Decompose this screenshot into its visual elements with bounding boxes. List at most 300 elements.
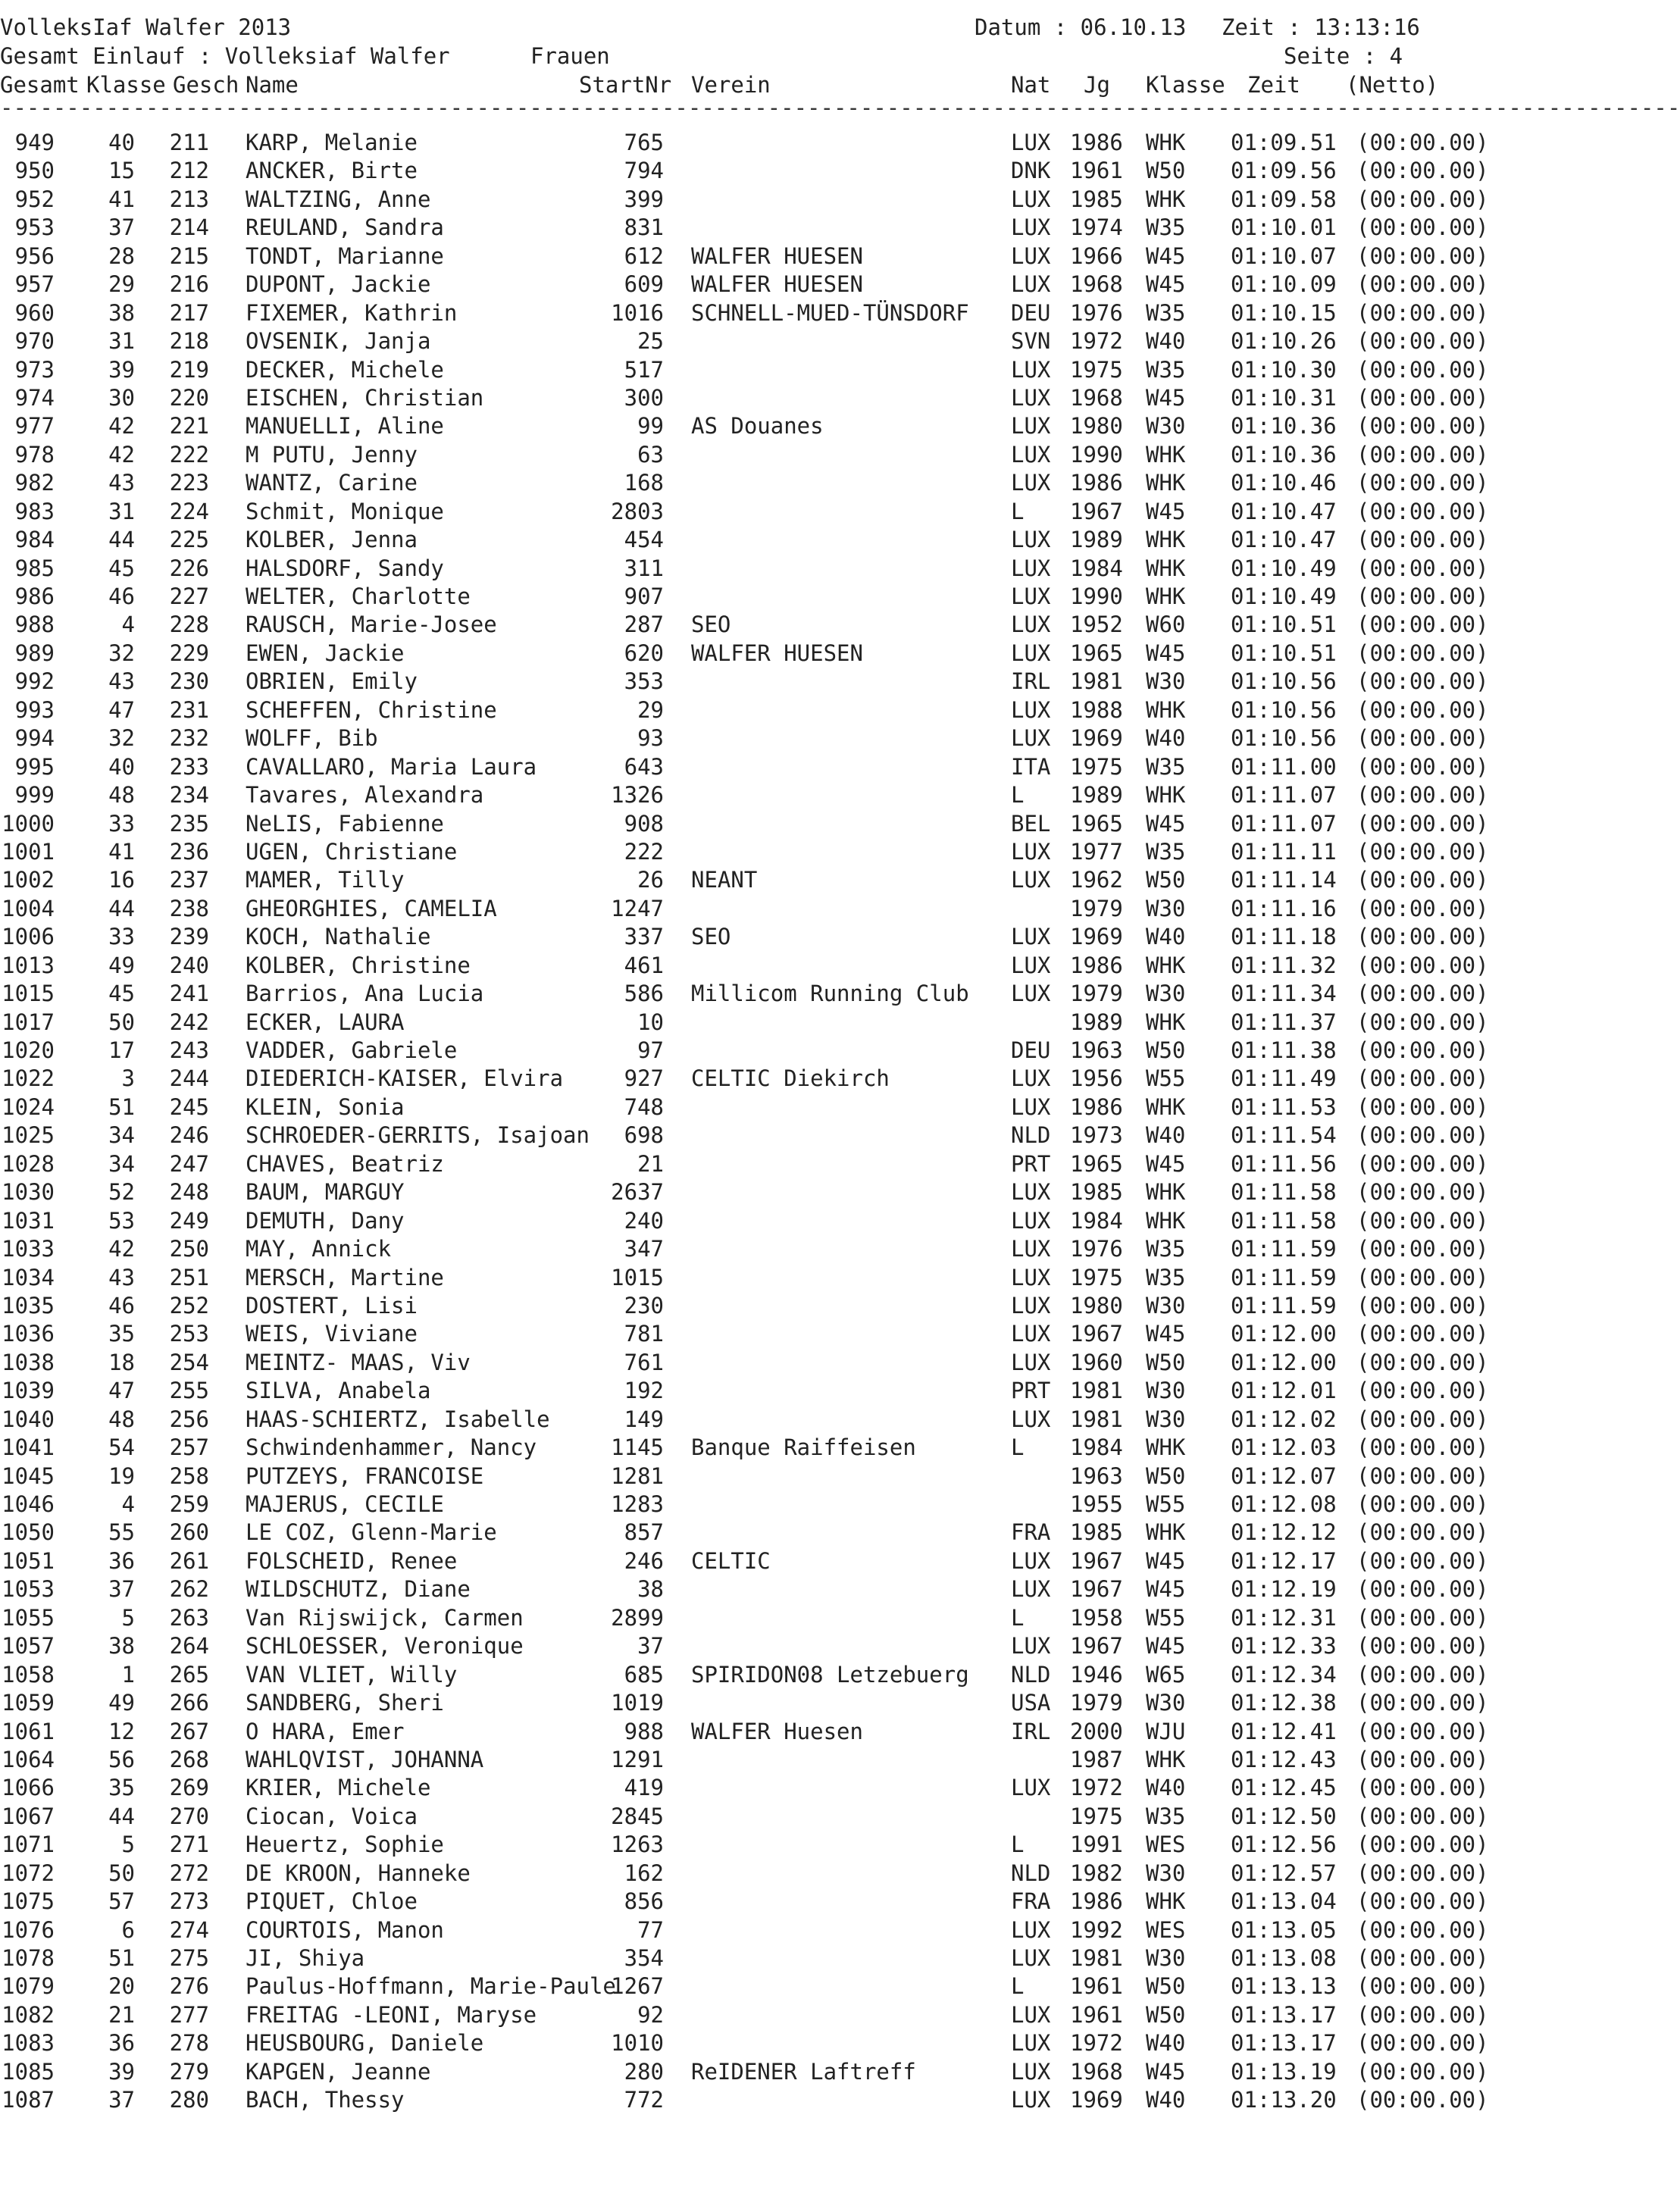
cell-klasse2: WHK	[1146, 1009, 1186, 1035]
cell-gesch: 219	[169, 356, 209, 383]
cell-verein: WALFER HUESEN	[691, 271, 863, 298]
cell-klasse2: W50	[1146, 1037, 1186, 1063]
cell-netto: (00:00.00)	[1356, 1860, 1489, 1886]
cell-gesamt: 1040	[2, 1406, 55, 1432]
cell-netto: (00:00.00)	[1356, 413, 1489, 440]
cell-startnr: 21	[637, 1150, 664, 1177]
cell-gesch: 237	[169, 867, 209, 893]
cell-klasse: 19	[108, 1462, 135, 1489]
cell-klasse: 50	[108, 1860, 135, 1886]
cell-verein: WALFER HUESEN	[691, 242, 863, 269]
cell-gesch: 249	[169, 1207, 209, 1234]
cell-jg: 1979	[1070, 981, 1123, 1007]
cell-jg: 1988	[1070, 696, 1123, 723]
table-row	[0, 1462, 1552, 1491]
cell-gesch: 252	[169, 1292, 209, 1319]
cell-zeit: 01:11.59	[1231, 1236, 1337, 1262]
cell-klasse: 45	[108, 981, 135, 1007]
cell-zeit: 01:13.04	[1231, 1888, 1337, 1915]
cell-name: PUTZEYS, FRANCOISE	[246, 1462, 484, 1489]
cell-nat: LUX	[1011, 130, 1051, 155]
cell-klasse2: WHK	[1146, 1746, 1186, 1772]
cell-gesamt: 957	[14, 271, 55, 298]
cell-klasse: 44	[108, 895, 135, 921]
cell-startnr: 1010	[611, 2030, 664, 2057]
cell-klasse2: W30	[1146, 668, 1186, 695]
cell-gesamt: 994	[14, 725, 55, 752]
page-number: Seite : 4	[1284, 43, 1403, 69]
cell-startnr: 311	[624, 555, 664, 581]
cell-name: WELTER, Charlotte	[246, 583, 471, 609]
cell-zeit: 01:10.07	[1231, 242, 1337, 269]
cell-netto: (00:00.00)	[1356, 1547, 1489, 1574]
cell-klasse: 40	[108, 753, 135, 780]
cell-gesch: 274	[169, 1916, 209, 1943]
col-header-startnr: StartNr	[579, 72, 672, 98]
cell-klasse2: W40	[1146, 328, 1186, 355]
cell-gesamt: 983	[14, 498, 55, 524]
cell-name: EWEN, Jackie	[246, 640, 405, 666]
cell-nat: LUX	[1011, 838, 1051, 865]
cell-startnr: 1291	[611, 1746, 664, 1772]
cell-jg: 1984	[1070, 555, 1123, 581]
cell-jg: 1961	[1070, 158, 1123, 184]
cell-gesamt: 1064	[2, 1746, 55, 1772]
cell-name: MERSCH, Martine	[246, 1264, 444, 1290]
table-row	[0, 952, 1552, 980]
cell-name: VADDER, Gabriele	[246, 1037, 458, 1063]
cell-klasse: 1	[121, 1661, 135, 1688]
cell-startnr: 1281	[611, 1462, 664, 1489]
cell-gesamt: 1006	[2, 924, 55, 950]
cell-klasse: 35	[108, 1321, 135, 1347]
cell-gesamt: 985	[14, 555, 55, 581]
cell-jg: 1990	[1070, 583, 1123, 609]
cell-startnr: 908	[624, 810, 664, 837]
cell-jg: 1985	[1070, 186, 1123, 212]
cell-zeit: 01:11.07	[1231, 810, 1337, 837]
cell-netto: (00:00.00)	[1356, 1207, 1489, 1234]
cell-name: HALSDORF, Sandy	[246, 555, 444, 581]
cell-startnr: 586	[624, 981, 664, 1007]
cell-klasse: 31	[108, 328, 135, 355]
cell-name: KRIER, Michele	[246, 1775, 431, 1801]
cell-gesamt: 1000	[2, 810, 55, 837]
cell-name: SCHEFFEN, Christine	[246, 696, 497, 723]
cell-jg: 1968	[1070, 384, 1123, 411]
report-date: Datum : 06.10.13	[975, 14, 1187, 40]
cell-gesamt: 1002	[2, 867, 55, 893]
cell-netto: (00:00.00)	[1356, 1491, 1489, 1517]
cell-zeit: 01:12.33	[1231, 1633, 1337, 1660]
cell-jg: 1965	[1070, 810, 1123, 837]
cell-klasse: 49	[108, 1690, 135, 1716]
cell-nat: LUX	[1011, 867, 1051, 893]
cell-zeit: 01:10.26	[1231, 328, 1337, 355]
cell-zeit: 01:12.07	[1231, 1462, 1337, 1489]
cell-gesch: 218	[169, 328, 209, 355]
cell-zeit: 01:10.51	[1231, 612, 1337, 638]
cell-klasse2: W35	[1146, 356, 1186, 383]
cell-gesamt: 1025	[2, 1122, 55, 1149]
cell-nat: ITA	[1011, 753, 1051, 780]
cell-klasse2: W40	[1146, 725, 1186, 752]
cell-zeit: 01:13.17	[1231, 2030, 1337, 2057]
cell-gesamt: 984	[14, 527, 55, 553]
cell-nat: L	[1011, 1832, 1025, 1858]
table-row	[0, 1916, 1552, 1944]
cell-jg: 1972	[1070, 2030, 1123, 2057]
cell-gesch: 278	[169, 2030, 209, 2057]
cell-zeit: 01:10.30	[1231, 356, 1337, 383]
cell-jg: 1986	[1070, 470, 1123, 496]
cell-netto: (00:00.00)	[1356, 1037, 1489, 1063]
table-row	[0, 1888, 1552, 1916]
cell-name: PIQUET, Chloe	[246, 1888, 418, 1915]
cell-gesch: 272	[169, 1860, 209, 1886]
cell-nat: DEU	[1011, 1037, 1051, 1063]
cell-startnr: 287	[624, 612, 664, 638]
cell-nat: FRA	[1011, 1519, 1051, 1546]
cell-name: Ciocan, Voica	[246, 1803, 418, 1829]
cell-zeit: 01:11.37	[1231, 1009, 1337, 1035]
cell-gesamt: 1079	[2, 1973, 55, 2000]
cell-netto: (00:00.00)	[1356, 498, 1489, 524]
cell-nat: L	[1011, 1434, 1025, 1461]
cell-startnr: 1145	[611, 1434, 664, 1461]
cell-zeit: 01:12.08	[1231, 1491, 1337, 1517]
cell-nat: LUX	[1011, 2087, 1051, 2113]
cell-nat: SVN	[1011, 328, 1051, 355]
cell-name: DUPONT, Jackie	[246, 271, 431, 298]
cell-klasse2: W45	[1146, 1576, 1186, 1603]
cell-gesch: 263	[169, 1604, 209, 1631]
cell-netto: (00:00.00)	[1356, 1973, 1489, 2000]
cell-zeit: 01:10.31	[1231, 384, 1337, 411]
cell-klasse: 44	[108, 1803, 135, 1829]
cell-klasse2: W40	[1146, 1775, 1186, 1801]
cell-gesch: 239	[169, 924, 209, 950]
cell-name: REULAND, Sandra	[246, 214, 444, 241]
cell-nat: NLD	[1011, 1860, 1051, 1886]
cell-jg: 1989	[1070, 1009, 1123, 1035]
cell-name: HAAS-SCHIERTZ, Isabelle	[246, 1406, 550, 1432]
cell-gesch: 241	[169, 981, 209, 1007]
cell-startnr: 222	[624, 838, 664, 865]
table-row	[0, 157, 1552, 185]
col-header-verein: Verein	[691, 72, 771, 98]
cell-startnr: 63	[637, 441, 664, 468]
cell-netto: (00:00.00)	[1356, 725, 1489, 752]
cell-startnr: 1326	[611, 782, 664, 809]
cell-jg: 1967	[1070, 1547, 1123, 1574]
cell-klasse2: W30	[1146, 1406, 1186, 1432]
cell-zeit: 01:10.47	[1231, 527, 1337, 553]
cell-name: EISCHEN, Christian	[246, 384, 484, 411]
cell-klasse: 48	[108, 782, 135, 809]
cell-nat: LUX	[1011, 2058, 1051, 2085]
cell-gesch: 214	[169, 214, 209, 241]
cell-gesch: 246	[169, 1122, 209, 1149]
cell-name: LE COZ, Glenn-Marie	[246, 1519, 497, 1546]
cell-name: MAY, Annick	[246, 1236, 392, 1262]
table-row	[0, 1434, 1552, 1462]
cell-name: OVSENIK, Janja	[246, 328, 431, 355]
col-header-name: Name	[246, 72, 299, 98]
cell-netto: (00:00.00)	[1356, 867, 1489, 893]
cell-zeit: 01:13.05	[1231, 1916, 1337, 1943]
table-row	[0, 1860, 1552, 1888]
cell-nat: LUX	[1011, 1236, 1051, 1262]
table-row	[0, 724, 1552, 752]
cell-gesamt: 977	[14, 413, 55, 440]
cell-klasse: 33	[108, 810, 135, 837]
cell-klasse: 51	[108, 1945, 135, 1971]
cell-nat: LUX	[1011, 696, 1051, 723]
cell-jg: 1968	[1070, 271, 1123, 298]
table-row	[0, 1349, 1552, 1377]
cell-name: WILDSCHUTZ, Diane	[246, 1576, 471, 1603]
cell-gesamt: 1057	[2, 1633, 55, 1660]
cell-zeit: 01:13.13	[1231, 1973, 1337, 2000]
cell-verein: WALFER HUESEN	[691, 640, 863, 666]
cell-klasse: 15	[108, 158, 135, 184]
cell-name: HEUSBOURG, Daniele	[246, 2030, 484, 2057]
cell-gesch: 253	[169, 1321, 209, 1347]
cell-name: JI, Shiya	[246, 1945, 365, 1971]
cell-gesamt: 960	[14, 299, 55, 326]
cell-startnr: 280	[624, 2058, 664, 2085]
cell-startnr: 907	[624, 583, 664, 609]
table-row	[0, 1661, 1552, 1689]
cell-jg: 1990	[1070, 441, 1123, 468]
cell-verein: CELTIC Diekirch	[691, 1065, 890, 1092]
table-row	[0, 469, 1552, 497]
cell-nat: DEU	[1011, 299, 1051, 326]
cell-netto: (00:00.00)	[1356, 242, 1489, 269]
cell-klasse2: WHK	[1146, 1434, 1186, 1461]
cell-gesch: 223	[169, 470, 209, 496]
cell-klasse: 38	[108, 299, 135, 326]
table-row	[0, 1575, 1552, 1603]
cell-netto: (00:00.00)	[1356, 130, 1489, 155]
cell-gesch: 236	[169, 838, 209, 865]
cell-zeit: 01:10.09	[1231, 271, 1337, 298]
cell-gesch: 257	[169, 1434, 209, 1461]
cell-nat: LUX	[1011, 1093, 1051, 1120]
col-header-gesamt: Gesamt	[0, 72, 80, 98]
cell-jg: 1967	[1070, 1576, 1123, 1603]
cell-nat: L	[1011, 498, 1025, 524]
cell-zeit: 01:12.19	[1231, 1576, 1337, 1603]
cell-klasse2: WHK	[1146, 130, 1186, 155]
cell-gesamt: 1015	[2, 981, 55, 1007]
cell-name: COURTOIS, Manon	[246, 1916, 444, 1943]
cell-name: RAUSCH, Marie-Josee	[246, 612, 497, 638]
cell-netto: (00:00.00)	[1356, 441, 1489, 468]
cell-jg: 1984	[1070, 1207, 1123, 1234]
table-row	[0, 838, 1552, 866]
cell-klasse2: W50	[1146, 1462, 1186, 1489]
table-row	[0, 1121, 1552, 1150]
cell-klasse: 4	[121, 612, 135, 638]
report-time: Zeit : 13:13:16	[1222, 14, 1420, 40]
cell-zeit: 01:10.56	[1231, 725, 1337, 752]
cell-klasse: 33	[108, 924, 135, 950]
cell-zeit: 01:13.08	[1231, 1945, 1337, 1971]
cell-gesamt: 1085	[2, 2058, 55, 2085]
cell-nat: LUX	[1011, 441, 1051, 468]
cell-gesamt: 1028	[2, 1150, 55, 1177]
cell-gesch: 264	[169, 1633, 209, 1660]
cell-gesamt: 999	[14, 782, 55, 809]
table-row	[0, 1406, 1552, 1434]
cell-gesch: 245	[169, 1093, 209, 1120]
cell-netto: (00:00.00)	[1356, 753, 1489, 780]
cell-klasse2: W35	[1146, 753, 1186, 780]
cell-klasse2: W45	[1146, 640, 1186, 666]
table-row	[0, 866, 1552, 894]
cell-gesch: 266	[169, 1690, 209, 1716]
cell-zeit: 01:11.11	[1231, 838, 1337, 865]
cell-startnr: 77	[637, 1916, 664, 1943]
cell-klasse: 39	[108, 2058, 135, 2085]
cell-gesamt: 1075	[2, 1888, 55, 1915]
cell-name: MAMER, Tilly	[246, 867, 405, 893]
cell-name: CHAVES, Beatriz	[246, 1150, 444, 1177]
cell-name: WOLFF, Bib	[246, 725, 378, 752]
cell-zeit: 01:11.54	[1231, 1122, 1337, 1149]
cell-jg: 1979	[1070, 895, 1123, 921]
table-row	[0, 1604, 1552, 1632]
cell-gesamt: 949	[14, 130, 55, 155]
cell-zeit: 01:10.49	[1231, 555, 1337, 581]
cell-gesch: 256	[169, 1406, 209, 1432]
cell-startnr: 38	[637, 1576, 664, 1603]
cell-gesamt: 1072	[2, 1860, 55, 1886]
cell-klasse: 49	[108, 952, 135, 978]
table-row	[0, 242, 1552, 271]
cell-startnr: 831	[624, 214, 664, 241]
table-row	[0, 384, 1552, 412]
cell-klasse: 6	[121, 1916, 135, 1943]
cell-zeit: 01:10.01	[1231, 214, 1337, 241]
cell-klasse2: W45	[1146, 1321, 1186, 1347]
cell-startnr: 698	[624, 1122, 664, 1149]
cell-netto: (00:00.00)	[1356, 810, 1489, 837]
table-row	[0, 498, 1552, 526]
cell-gesch: 247	[169, 1150, 209, 1177]
cell-startnr: 761	[624, 1349, 664, 1375]
cell-startnr: 162	[624, 1860, 664, 1886]
table-row	[0, 555, 1552, 583]
table-row	[0, 214, 1552, 242]
cell-gesch: 267	[169, 1718, 209, 1744]
table-row	[0, 1377, 1552, 1405]
cell-klasse2: WJU	[1146, 1718, 1186, 1744]
cell-klasse2: W50	[1146, 158, 1186, 184]
cell-gesch: 242	[169, 1009, 209, 1035]
cell-netto: (00:00.00)	[1356, 1803, 1489, 1829]
cell-klasse2: W35	[1146, 1264, 1186, 1290]
cell-klasse: 16	[108, 867, 135, 893]
cell-jg: 1966	[1070, 242, 1123, 269]
cell-zeit: 01:12.38	[1231, 1690, 1337, 1716]
cell-startnr: 748	[624, 1093, 664, 1120]
cell-netto: (00:00.00)	[1356, 924, 1489, 950]
cell-zeit: 01:10.51	[1231, 640, 1337, 666]
cell-name: SANDBERG, Sheri	[246, 1690, 444, 1716]
table-row	[0, 1803, 1552, 1831]
cell-zeit: 01:12.57	[1231, 1860, 1337, 1886]
cell-netto: (00:00.00)	[1356, 1945, 1489, 1971]
cell-klasse2: WHK	[1146, 1519, 1186, 1546]
cell-zeit: 01:12.00	[1231, 1349, 1337, 1375]
cell-jg: 1963	[1070, 1462, 1123, 1489]
cell-netto: (00:00.00)	[1356, 328, 1489, 355]
cell-zeit: 01:12.50	[1231, 1803, 1337, 1829]
table-row	[0, 668, 1552, 696]
cell-nat: LUX	[1011, 242, 1051, 269]
cell-klasse2: WHK	[1146, 1179, 1186, 1206]
cell-jg: 1952	[1070, 612, 1123, 638]
cell-startnr: 29	[637, 696, 664, 723]
cell-zeit: 01:10.46	[1231, 470, 1337, 496]
cell-startnr: 149	[624, 1406, 664, 1432]
table-row	[0, 640, 1552, 668]
cell-netto: (00:00.00)	[1356, 1746, 1489, 1772]
cell-name: Paulus-Hoffmann, Marie-Paule	[246, 1973, 616, 2000]
cell-jg: 1984	[1070, 1434, 1123, 1461]
cell-startnr: 2803	[611, 498, 664, 524]
table-row	[0, 1831, 1552, 1859]
table-row	[0, 2001, 1552, 2029]
cell-startnr: 337	[624, 924, 664, 950]
cell-gesamt: 995	[14, 753, 55, 780]
cell-netto: (00:00.00)	[1356, 782, 1489, 809]
cell-jg: 2000	[1070, 1718, 1123, 1744]
cell-jg: 1976	[1070, 1236, 1123, 1262]
cell-zeit: 01:11.38	[1231, 1037, 1337, 1063]
cell-klasse2: W30	[1146, 895, 1186, 921]
cell-startnr: 230	[624, 1292, 664, 1319]
cell-name: GHEORGHIES, CAMELIA	[246, 895, 497, 921]
cell-gesch: 227	[169, 583, 209, 609]
cell-klasse: 42	[108, 441, 135, 468]
cell-zeit: 01:10.56	[1231, 668, 1337, 695]
cell-nat: LUX	[1011, 981, 1051, 1007]
cell-jg: 1982	[1070, 1860, 1123, 1886]
cell-jg: 1972	[1070, 1775, 1123, 1801]
cell-klasse2: WHK	[1146, 782, 1186, 809]
cell-jg: 1979	[1070, 1690, 1123, 1716]
cell-klasse2: W35	[1146, 1236, 1186, 1262]
cell-gesch: 248	[169, 1179, 209, 1206]
cell-nat: LUX	[1011, 186, 1051, 212]
cell-klasse2: WHK	[1146, 952, 1186, 978]
cell-startnr: 92	[637, 2001, 664, 2028]
cell-netto: (00:00.00)	[1356, 895, 1489, 921]
cell-klasse2: W60	[1146, 612, 1186, 638]
cell-netto: (00:00.00)	[1356, 1462, 1489, 1489]
cell-name: Tavares, Alexandra	[246, 782, 484, 809]
cell-klasse: 46	[108, 1292, 135, 1319]
results-table	[0, 129, 1552, 2115]
cell-nat: LUX	[1011, 640, 1051, 666]
cell-gesch: 229	[169, 640, 209, 666]
cell-name: MAJERUS, CECILE	[246, 1491, 444, 1517]
cell-gesamt: 1059	[2, 1690, 55, 1716]
